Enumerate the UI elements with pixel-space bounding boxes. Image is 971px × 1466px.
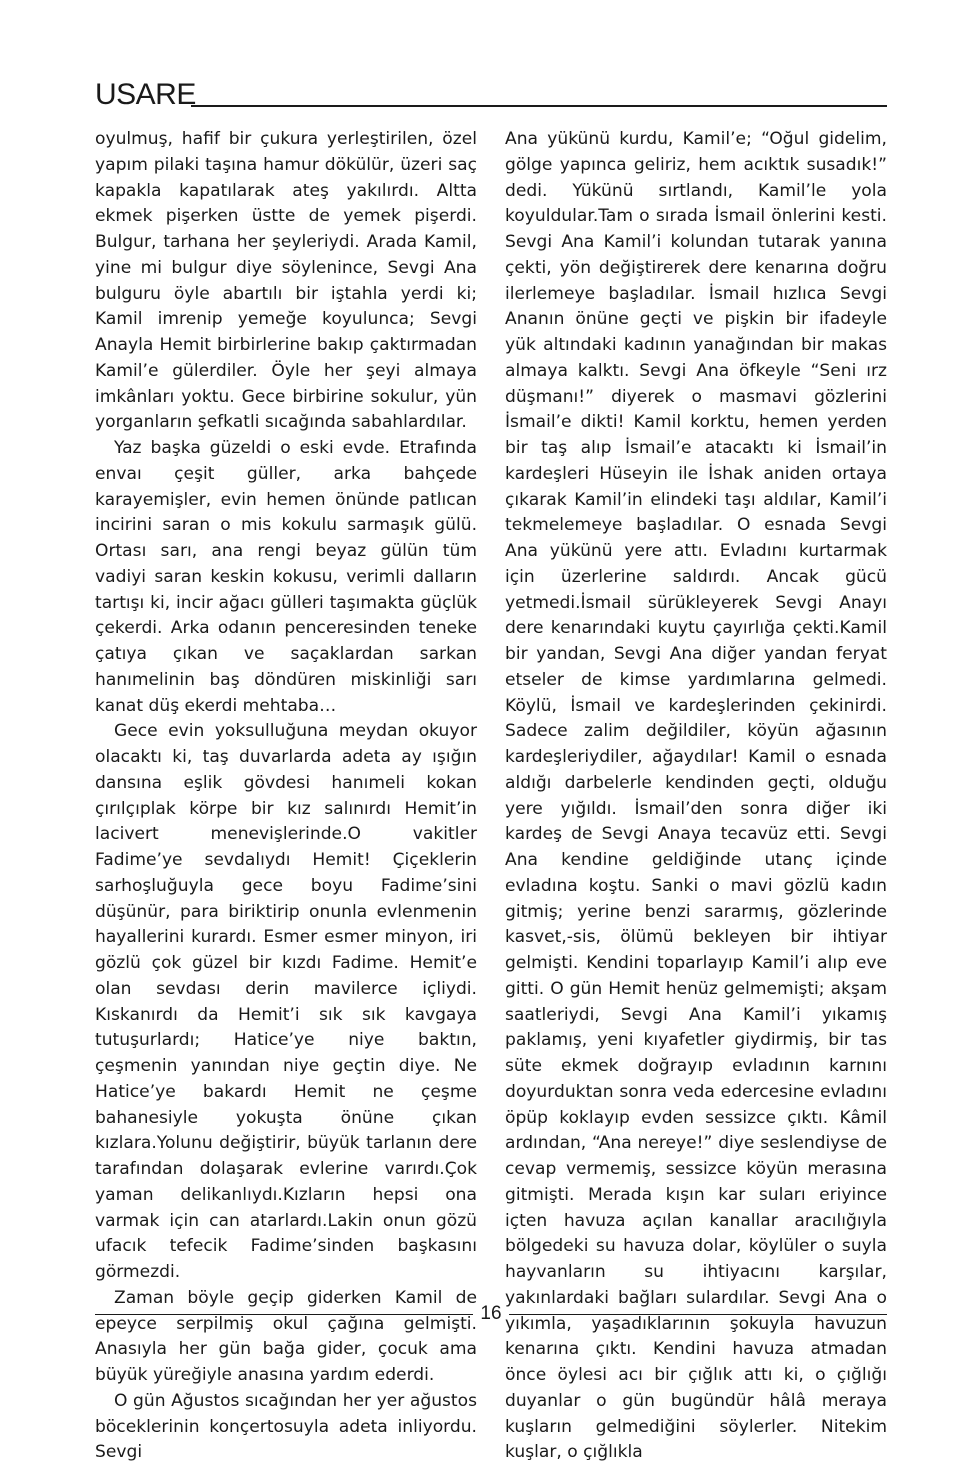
page-number: 16 [480, 1303, 502, 1324]
article-paragraph: Yaz başka güzeldi o eski evde. Etrafında envaı çeşit güller, arka bahçede karayemişler, evin hemen önünde patlıcan incirini saran o mis kokulu sarmaşık gülü. Ortası sarı, ana rengi beyaz gülün tüm vadiyi saran keskin kokusu, verimli dalların tartışı ki, incir ağacı gülleri taşımakta güçlük çekerdi. Arka odanın penceresinden teneke çatıya çıkan ve saçaklardan sarkan hanımelinin baş döndüren miskinliği sarı kanat düş ekerdi mehtaba… [95, 438, 477, 716]
left-column [95, 127, 477, 1463]
magazine-title: USARE [95, 78, 196, 111]
article-paragraph: O gün Ağustos sıcağından her yer ağustos böceklerinin konçertosuyla adeta inliyordu. Sevgi [95, 1390, 477, 1463]
header-rule [191, 105, 887, 107]
article-paragraph: oyulmuş, hafif bir çukura yerleştirilen, özel yapım pilaki taşına hamur dökülür, üzeri saç kapakla kapatılarak ateş yakılırdı. Altta ekmek pişerken üstte de yemek pişerdi. Bulgur, tarhana her şeyleriydi. Arada Kamil, yine mi bulgur diye söylenince, Sevgi Ana bulguru öyle abartılı bir iştahla yerdi ki; Kamil imrenip yemeğe koyulunca; Sevgi Anayla Hemit birbirlerine bakıp çaktırmadan Kamil’e gülerdiler. Öyle her şeyi almaya imkânları yoktu. Gece birbirine sokulur, yün yorganların şefkatli sıcağında sabahlardılar. [95, 129, 477, 433]
article-paragraph: Gece evin yoksulluğuna meydan okuyor olacaktı ki, taş duvarlarda adeta ay ışığın dansına eşlik gövdesi hanımeli kokan çırılçıplak körpe bir kız salınırdı Hemit’in lacivert menevişlerinde.O vakitler Fadime’ye sevdalıydı Hemit! Çiçeklerin sarhoşluğuyla gece boyu Fadime’sini düşünür, para biriktirip onunla evlenmenin hayallerini kurardı. Esmer esmer minyon, iri gözlü çok güzel bir kızdı Fadime. Hemit’e olan sevdası derin mavilerce içliydi. Kıskanırdı da Hemit’i sık sık kavgaya tutuşurlardı; Hatice’ye niye baktın, çeşmenin yanından niye geçtin diye. Ne Hatice’ye bakardı Hemit ne çeşme bahanesiyle yokuşta önüne çıkan kızlara.Yolunu değiştirir, büyük tarlanın dere tarafından dolaşarak evlerine varırdı.Çok yaman delikanlıydı.Kızların hepsi ona varmak için can atarlardı.Lakin onun gözü ufacık tefecik Fadime’sinden başkasını görmezdi. [95, 721, 477, 1282]
footer-rule-left [95, 1314, 473, 1315]
page-header [95, 78, 887, 114]
article-paragraph: Ana yükünü kurdu, Kamil’e; “Oğul gidelim, gölge yapınca geliriz, hem acıktık susadık!” dedi. Yükünü sırtlandı, Kamil’le yola koyuldular.Tam o sırada İsmail önlerini kesti. Sevgi Ana Kamil’i kolundan tutarak yanına çekti, yön değiştirerek dere kenarına doğru ilerlemeye başladılar. İsmail hızlıca Sevgi Ananın önüne geçti ve pişkin bir ifadeyle yük altındaki kadının yanağından bir makas almaya kalktı. Sevgi Ana öfkeyle “Seni ırz düşmanı!” diyerek o masmavi gözlerini İsmail’e dikti! Kamil korktu, hemen yerden bir taş alıp İsmail’e atacaktı ki İsmail’in kardeşleri Hüseyin ile İshak aniden ortaya çıkarak Kamil’in elindeki taşı aldılar, Kamil’i tekmelemeye başladılar. O esnada Sevgi Ana yükünü yere attı. Evladını kurtarmak için üzerlerine saldırdı. Ancak gücü yetmedi.İsmail sürükleyerek Sevgi Anayı dere kenarındaki kuytu çayırlığa çekti.Kamil bir yandan, Sevgi Ana diğer yandan feryat etseler de kimse yardımlarına gelmedi. Köylü, İsmail ve kardeşlerinden çekinirdi. Sadece zalim değildiler, köyün ağasının kardeşleriydiler, ağaydılar! Kamil o esnada aldığı darbelerle kendinden geçti, olduğu yere yığıldı. İsmail’den sonra diğer iki kardeş de Sevgi Anaya tecavüz etti. Sevgi Ana kendine geldiğinde utanç içinde evladına koştu. Sanki o mavi gözlü kadın gitmiş; yerine benzi sararmış, gözlerinde kasvet,-sis, ölümü bekleyen bir ihtiyar gelmişti. Kendini toparlayıp Kamil’i alıp eve gitti. O gün Hemit henüz gelmemişti; akşam saatleriydi, Sevgi Ana Kamil’i yıkamış paklamış, yeni kıyafetler giydirmiş, bir tas süte ekmek doğrayıp evladının karnını doyurduktan sonra veda edercesine evladını öpüp koklayıp evden sessizce çıktı. Kâmil ardından, “Ana nereye!” diye seslendiyse de cevap vermemiş, sessizce köyün merasına gitmişti. Merada kışın kar suları eriyince içten havuza açılan kanallar aracılığıyla bölgedeki su havuza dolar, köylüler o suyla hayvanların su ihtiyacını karşılar, yakınlardaki bağları sulardılar. Sevgi Ana o yıkımla, yaşadıklarının şokuyla havuzun kenarına çıktı. Kendini havuza atmadan önce öylesi acı bir çığlık attı ki, o çığlığı duyanlar o gün bugündür hâlâ meraya kuşların gelmediğini söylerler. Nitekim kuşlar, o çığlıkla [505, 129, 887, 1463]
footer-rule-right [509, 1314, 887, 1315]
right-column [505, 127, 887, 1463]
article-paragraph: Zaman böyle geçip giderken Kamil de epeyce serpilmiş okul çağına gelmişti. Anasıyla her gün bağa gider, çocuk ama büyük yüreğiyle anasına yardım ederdi. [95, 1287, 477, 1385]
page-footer [95, 1302, 887, 1326]
